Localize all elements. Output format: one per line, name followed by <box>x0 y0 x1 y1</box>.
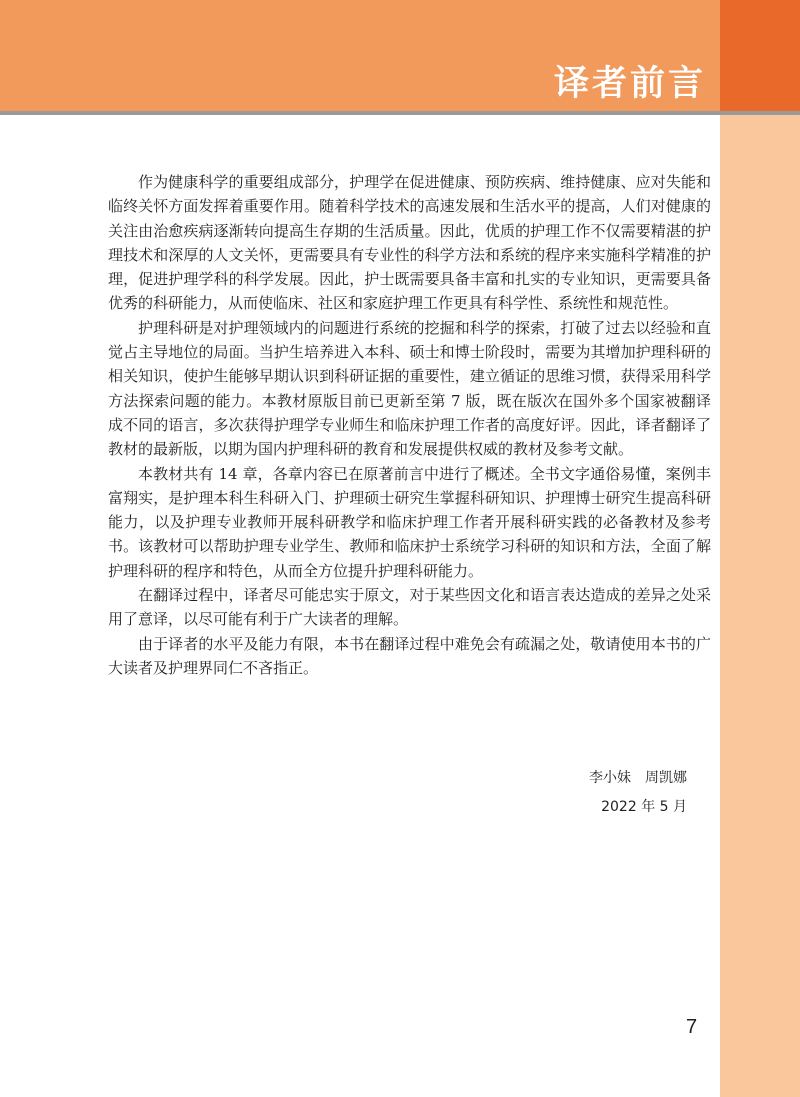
signature-date: 2022 年 5 月 <box>601 799 687 815</box>
paragraph-4: 在翻译过程中，译者尽可能忠实于原文，对于某些因文化和语言表达造成的差异之处采用了意译，以尽可能有利于广大读者的理解。 <box>108 586 711 629</box>
page-number: 7 <box>686 1016 698 1038</box>
translator-names: 李小妹 周凯娜 <box>589 770 687 786</box>
preface-body <box>108 170 711 680</box>
paragraph-1: 作为健康科学的重要组成部分，护理学在促进健康、预防疾病、维持健康、应对失能和临终关怀方面发挥着重要作用。随着科学技术的高速发展和生活水平的提高，人们对健康的关注由治愈疾病逐渐转向提高生存期的生活质量。因此，优质的护理工作不仅需要精湛的护理技术和深厚的人文关怀，更需要具有专业性的科学方法和系统的程序来实施科学精准的护理，促进护理学科的科学发展。因此，护士既需要具备丰富和扎实的专业知识，更需要具备优秀的科研能力，从而使临床、社区和家庭护理工作更具有科学性、系统性和规范性。 <box>108 173 711 313</box>
paragraph-2: 护理科研是对护理领域内的问题进行系统的挖掘和科学的探索，打破了过去以经验和直觉占主导地位的局面。当护生培养进入本科、硕士和博士阶段时，需要为其增加护理科研的相关知识，使护生能够早期认识到科研证据的重要性，建立循证的思维习惯，获得采用科学方法探索问题的能力。本教材原版目前已更新至第 7 版，既在版次在国外多个国家被翻译成不同的语言，多次获得护理学专业师生和临床护理工作者的高度好评。因此，译者翻译了教材的最新版，以期为国内护理科研的教育和发展提供权威的教材及参考文献。 <box>108 318 711 459</box>
page-title: 译者前言 <box>553 64 706 104</box>
side-strip <box>720 115 800 1097</box>
header-corner-block <box>720 0 800 111</box>
header-divider <box>0 111 800 115</box>
paragraph-5: 由于译者的水平及能力有限，本书在翻译过程中难免会有疏漏之处，敬请使用本书的广大读者及护理界同仁不吝指正。 <box>108 634 711 677</box>
signature-block <box>589 764 687 822</box>
paragraph-3: 本教材共有 14 章，各章内容已在原著前言中进行了概述。全书文字通俗易懂，案例丰富翔实，是护理本科生科研入门、护理硕士研究生掌握科研知识、护理博士研究生提高科研能力，以及护理专业教师开展科研教学和临床护理工作者开展科研实践的必备教材及参考书。该教材可以帮助护理专业学生、教师和临床护士系统学习科研的知识和方法，全面了解护理科研的程序和特色，从而全方位提升护理科研能力。 <box>108 464 711 580</box>
